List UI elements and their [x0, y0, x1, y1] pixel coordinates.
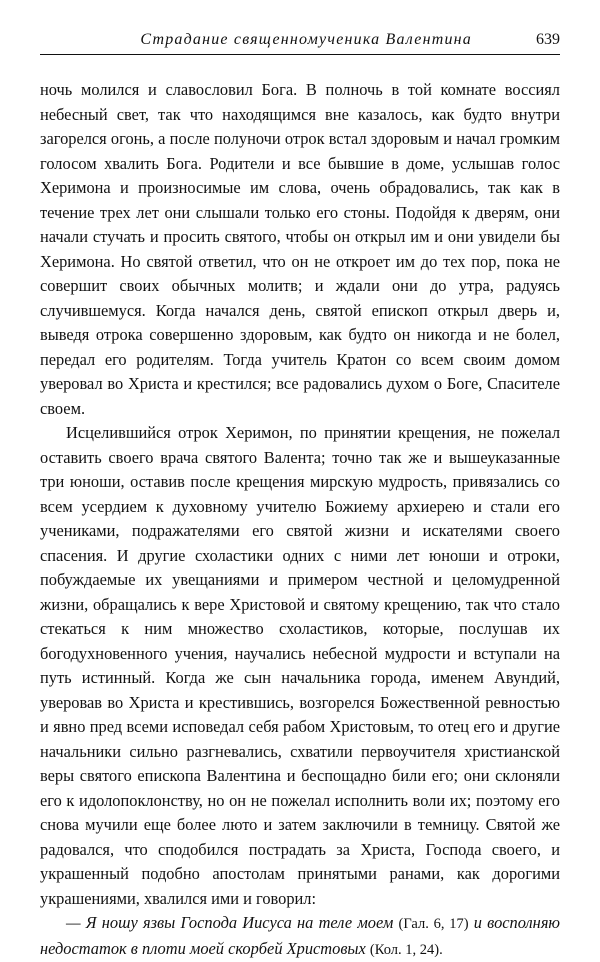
book-page — [40, 28, 560, 962]
scripture-reference: (Гал. 6, 17) — [398, 916, 469, 932]
paragraph: ночь молился и славословил Бога. В полночь в той комнате воссиял небесный свет, так что находящимся вне казалось, как будто внутри загорелся огонь, а после полуночи отрок встал здоровым и начал громким голосом хвалить Бога. Родители и все бывшие в доме, услышав голос Херимона и произносимые им слова, очень обрадовались, так как в течение трех лет они слышали только его стоны. Подойдя к дверям, они начали стучать и просить святого, чтобы он открыл им и они увидели бы Херимона. Но святой ответил, что он не откроет им до тех пор, пока не совершит своих обычных молитв; и ждали они до утра, радуясь случившемуся. Когда начался день, святой епископ открыл дверь и, выведя отрока совершенно здоровым, как будто он никогда и не болел, передал его родителям. Тогда учитель Кратон со всем своим домом уверовал во Христа и крестился; все радовались духом о Боге, Спасителе своем. — [40, 80, 560, 418]
page-number: 639 — [536, 31, 560, 48]
scripture-reference: (Кол. 1, 24). — [369, 941, 443, 958]
quote-text: — Я ношу язвы Господа Иисуса на теле моем — [66, 913, 394, 932]
running-header — [40, 28, 560, 55]
scripture-quote — [40, 911, 560, 962]
paragraph: Исцелившийся отрок Херимон, по принятии крещения, не пожелал оставить своего врача святого Валента; точно так же и вышеуказанные три юноши, оставив после крещения мирскую мудрость, привязались со всем усердием к духовному учителю Божиему архиерею и стали его учениками, подражателями его святой жизни и искателями своего спасения. И другие схоластики одних с ними лет юноши и отроки, побуждаемые их увещаниями и примером честной и целомудренной жизни, обращались к вере Христовой и святому крещению, так что стало стекаться к ним множество схоластиков, которые, послушав их богодухновенного учения, научались небесной мудрости и вступали на путь истинный. Когда же сын начальника города, именем Авундий, уверовав во Христа и крестившись, возгорелся Божественной ревностью и явно пред всеми исповедал себя рабом Христовым, то отец его и другие начальники сильно разгневались, схватили первоучителя христианской веры святого епископа Валентина и беспощадно били его; они склоняли его к идолопоклонству, но он не пожелал исполнить воли их; поэтому его снова мучили еще более люто и затем заключили в темницу. Святой же радовался, что сподобился пострадать за Христа, Господа своего, и украшенный подобно апостолам принятыми ранами, как дорогими украшениями, хвалился ими и говорил: — [40, 423, 560, 908]
running-title: Страдание священномученика Валентина — [140, 31, 472, 48]
quote-text: и восполняю недостаток в плоти моей скорбей Христовых — [40, 913, 560, 958]
body-text — [40, 78, 560, 962]
